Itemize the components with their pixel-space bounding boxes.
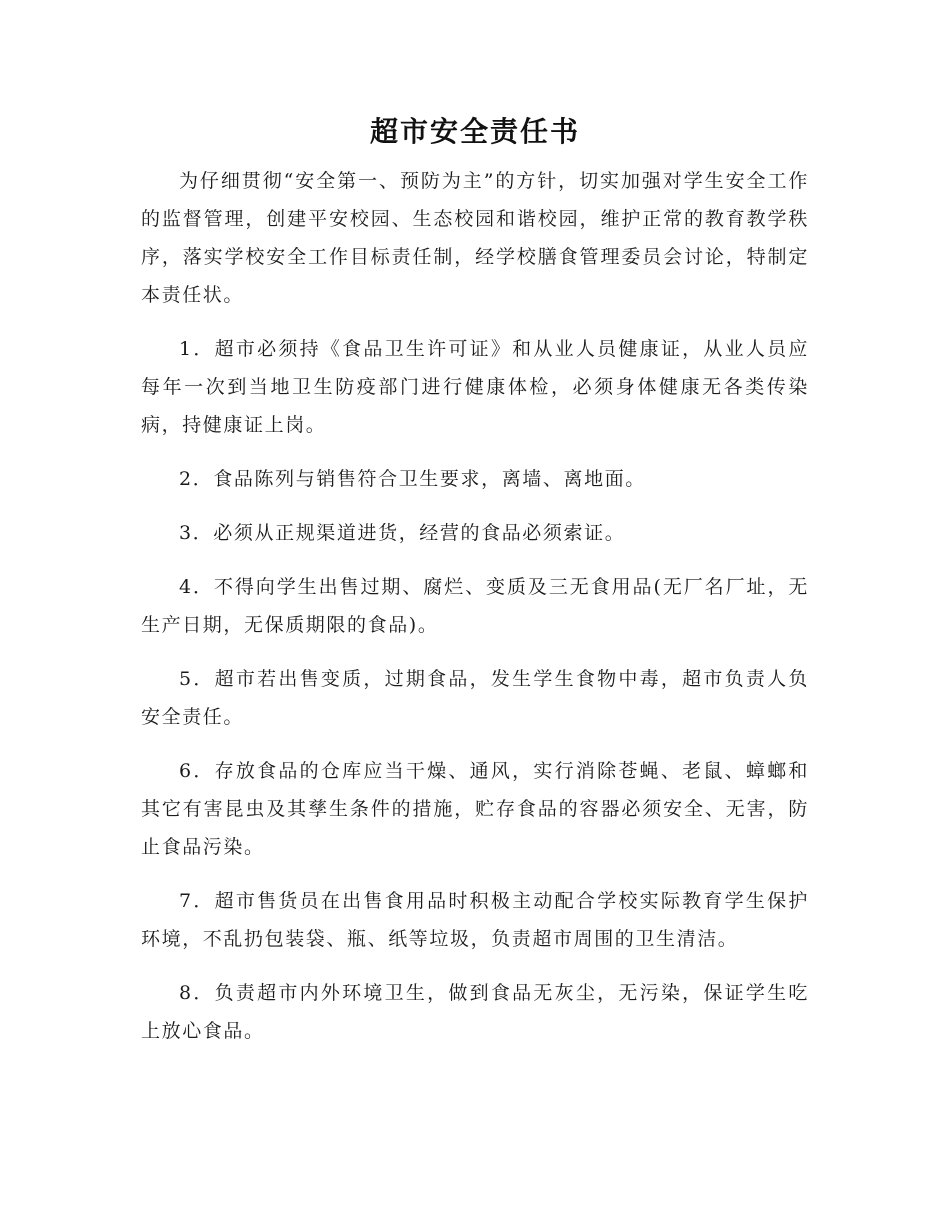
clause-7: 7．超市售货员在出售食用品时积极主动配合学校实际教育学生保护环境，不乱扔包装袋、瓶、纸等垃圾，负责超市周围的卫生清洁。 xyxy=(141,890,809,950)
clause-4: 4．不得向学生出售过期、腐烂、变质及三无食用品(无厂名厂址，无生产日期，无保质期限的食品)。 xyxy=(141,576,809,636)
clause-8: 8．负责超市内外环境卫生，做到食品无灰尘，无污染，保证学生吃上放心食品。 xyxy=(141,982,809,1042)
clause-2: 2．食品陈列与销售符合卫生要求，离墙、离地面。 xyxy=(179,468,646,490)
clause-5: 5．超市若出售变质，过期食品，发生学生食物中毒，超市负责人负安全责任。 xyxy=(141,668,809,728)
clause-6: 6．存放食品的仓库应当干燥、通风，实行消除苍蝇、老鼠、蟑螂和其它有害昆虫及其孳生条件的措施，贮存食品的容器必须安全、无害，防止食品污染。 xyxy=(141,760,809,858)
clause-1: 1．超市必须持《食品卫生许可证》和从业人员健康证，从业人员应每年一次到当地卫生防疫部门进行健康体检，必须身体健康无各类传染病，持健康证上岗。 xyxy=(141,338,809,436)
document-title: 超市安全责任书 xyxy=(369,115,580,148)
document-body xyxy=(141,112,809,1066)
intro-paragraph: 为仔细贯彻“安全第一、预防为主”的方针，切实加强对学生安全工作的监督管理，创建平安校园、生态校园和谐校园，维护正常的教育教学秩序，落实学校安全工作目标责任制，经学校膳食管理委员会讨论，特制定本责任状。 xyxy=(141,170,809,306)
clause-3: 3．必须从正规渠道进货，经营的食品必须索证。 xyxy=(179,522,626,544)
